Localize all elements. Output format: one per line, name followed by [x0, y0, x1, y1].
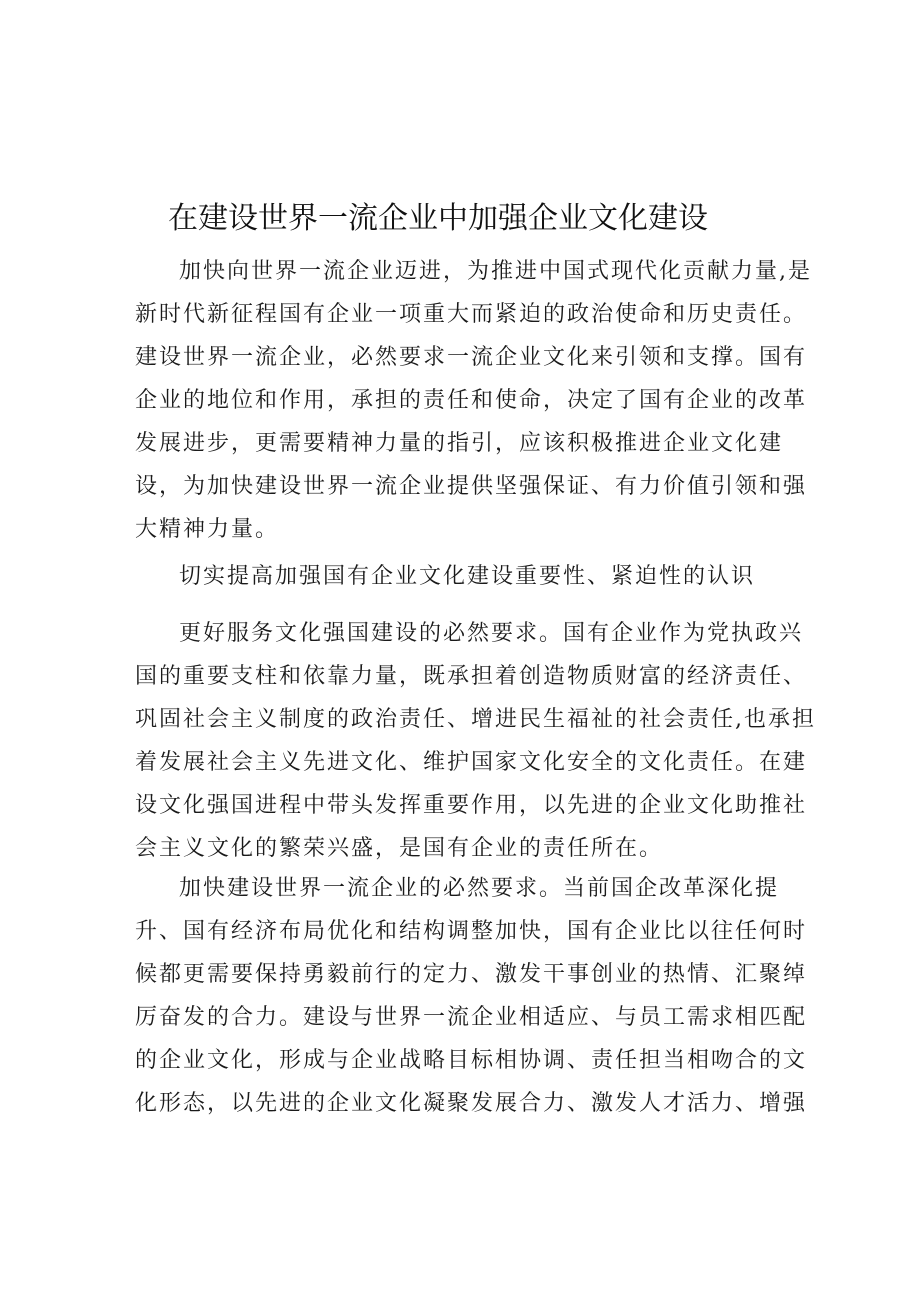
paragraph-line: 企业的地位和作用，承担的责任和使命，决定了国有企业的改革 — [135, 388, 808, 413]
paragraph-line: 建设世界一流企业，必然要求一流企业文化来引领和支撑。国有 — [135, 345, 808, 370]
paragraph-line: 发展进步，更需要精神力量的指引，应该积极推进企业文化建 — [135, 431, 784, 456]
paragraph-line: 新时代新征程国有企业一项重大而紧迫的政治使命和历史责任。 — [135, 302, 808, 327]
paragraph-line: 设文化强国进程中带头发挥重要作用，以先进的企业文化助推社 — [135, 793, 808, 818]
paragraph-line: 升、国有经济布局优化和结构调整加快，国有企业比以往任何时 — [135, 919, 808, 944]
paragraph-line: 设，为加快建设世界一流企业提供坚强保证、有力价值引领和强 — [135, 474, 808, 499]
paragraph-line: 厉奋发的合力。建设与世界一流企业相适应、与员工需求相匹配 — [135, 1005, 808, 1030]
paragraph-line: 候都更需要保持勇毅前行的定力、激发干事创业的热情、汇聚绰 — [135, 962, 808, 987]
paragraph-line: 加快建设世界一流企业的必然要求。当前国企改革深化提 — [179, 876, 780, 901]
paragraph-line: 加快向世界一流企业迈进，为推进中国式现代化贡献力量,是 — [179, 259, 812, 284]
paragraph-3 — [135, 612, 816, 870]
paragraph-1 — [135, 250, 812, 551]
section-heading — [135, 555, 795, 598]
paragraph-line: 更好服务文化强国建设的必然要求。国有企业作为党执政兴 — [179, 621, 804, 646]
paragraph-line: 化形态，以先进的企业文化凝聚发展合力、激发人才活力、增强 — [135, 1091, 808, 1116]
paragraph-line: 的企业文化，形成与企业战略目标相协调、责任担当相吻合的文 — [135, 1048, 808, 1073]
paragraph-line: 大精神力量。 — [135, 517, 280, 542]
paragraph-line: 着发展社会主义先进文化、维护国家文化安全的文化责任。在建 — [135, 750, 808, 775]
document-title: 在建设世界一流企业中加强企业文化建设 — [168, 201, 708, 236]
paragraph-line: 国的重要支柱和依靠力量，既承担着创造物质财富的经济责任、 — [135, 664, 808, 689]
paragraph-line: 巩固社会主义制度的政治责任、增进民生福祉的社会责任,也承担 — [135, 707, 816, 732]
paragraph-line: 会主义文化的繁荣兴盛，是国有企业的责任所在。 — [135, 836, 664, 861]
paragraph-4 — [135, 867, 808, 1125]
paragraph-line: 切实提高加强国有企业文化建设重要性、紧迫性的认识 — [179, 564, 756, 589]
